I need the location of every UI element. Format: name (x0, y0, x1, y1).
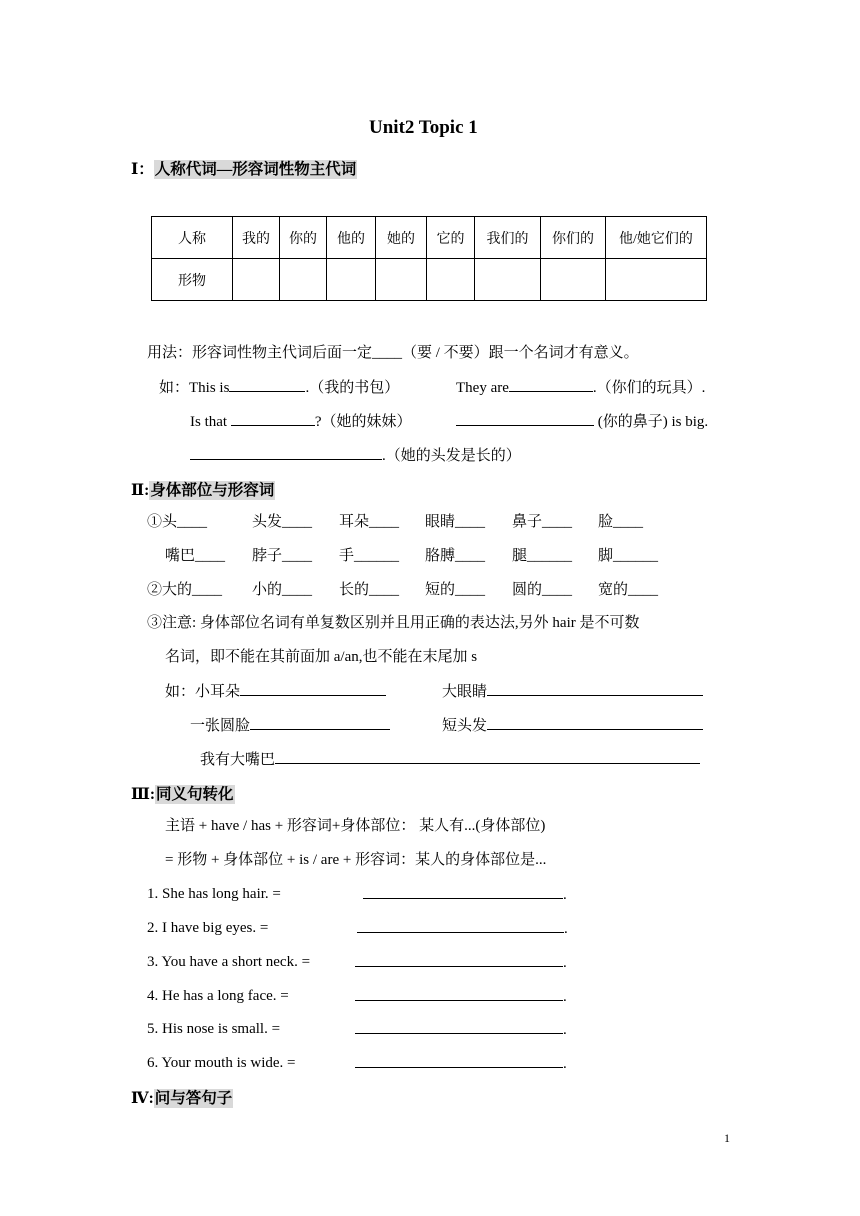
body-part-item: 手______ (339, 548, 400, 564)
section-3-title: 同义句转化 (156, 786, 234, 803)
body-part-item: 腿______ (512, 548, 573, 564)
adjective-item: 长的____ (339, 582, 400, 598)
body-part-item: 鼻子____ (512, 514, 573, 530)
adjective-item: 圆的____ (512, 582, 573, 598)
answer-blank[interactable] (487, 681, 703, 696)
note-line-2: 名词，即不能在其前面加 a/an,也不能在末尾加 s (165, 649, 478, 665)
period: . (563, 1056, 567, 1072)
note-line-1: ③注意: 身体部位名词有单复数区别并且用正确的表达法,另外 hair 是不可数 (147, 615, 640, 631)
table-cell: 她的 (376, 217, 427, 259)
exercise-item: 6. Your mouth is wide. = (147, 1055, 296, 1071)
exercise-item: 1. She has long hair. = (147, 886, 281, 902)
exercise-item: 3. You have a short neck. = (147, 954, 311, 970)
exercise-item: 5. His nose is small. = (147, 1021, 281, 1037)
section-4-heading (131, 1086, 233, 1108)
table-cell: 我们的 (475, 217, 541, 259)
body-part-item: 脸____ (598, 514, 644, 530)
answer-blank[interactable] (240, 681, 386, 696)
table-cell-empty[interactable] (233, 259, 280, 301)
answer-blank[interactable] (229, 377, 305, 392)
exercise-item: 2. I have big eyes. = (147, 920, 269, 936)
table-cell: 它的 (427, 217, 475, 259)
example-line-2b (456, 411, 708, 432)
example-line-1 (159, 377, 399, 398)
phrase-exercise (190, 715, 390, 736)
answer-blank[interactable] (355, 1053, 563, 1068)
section-2-number: Ⅱ: (131, 482, 150, 499)
table-cell: 形物 (152, 259, 233, 301)
answer-blank[interactable] (250, 715, 390, 730)
body-part-item: 脖子____ (252, 548, 313, 564)
body-part-item: 耳朵____ (339, 514, 400, 530)
section-1-number: Ⅰ： (131, 161, 154, 178)
answer-blank[interactable] (357, 918, 564, 933)
period: . (563, 955, 567, 971)
adjective-item: ②大的____ (147, 582, 223, 598)
table-row (152, 217, 707, 259)
table-cell-empty[interactable] (280, 259, 327, 301)
section-1-title: 人称代词—形容词性物主代词 (154, 161, 357, 178)
exercise-answer (357, 918, 568, 939)
section-1-heading (131, 157, 357, 179)
adjective-item: 短的____ (425, 582, 486, 598)
phrase-exercise (165, 681, 386, 702)
answer-blank[interactable] (275, 749, 700, 764)
phrase-exercise (442, 681, 703, 702)
body-part-item: 胳膊____ (425, 548, 486, 564)
example-text: .（她的头发是长的） (382, 448, 521, 464)
period: . (563, 887, 567, 903)
table-cell: 我的 (233, 217, 280, 259)
exercise-answer (355, 952, 567, 973)
body-part-item: 眼睛____ (425, 514, 486, 530)
answer-blank[interactable] (355, 986, 563, 1001)
section-4-title: 问与答句子 (154, 1090, 233, 1107)
period: . (563, 989, 567, 1005)
formula-line-2: = 形物 + 身体部位 + is / are + 形容词：某人的身体部位是... (165, 852, 547, 868)
example-text: ?（她的妹妹） (314, 414, 412, 430)
exercise-answer (355, 1019, 567, 1040)
example-text: (你的鼻子) is big. (597, 414, 709, 430)
exercise-item: 4. He has a long face. = (147, 988, 289, 1004)
body-part-item: 头发____ (252, 514, 313, 530)
body-part-item: ①头____ (147, 514, 208, 530)
phrase-label: 短头发 (442, 718, 488, 734)
table-cell: 他/她它们的 (606, 217, 707, 259)
body-part-item: 嘴巴____ (165, 548, 226, 564)
section-3-number: Ⅲ: (131, 786, 156, 803)
table-cell-empty[interactable] (376, 259, 427, 301)
section-2-title: 身体部位与形容词 (150, 482, 275, 499)
exercise-answer (355, 986, 567, 1007)
answer-blank[interactable] (456, 411, 594, 426)
example-text: .（我的书包） (305, 380, 400, 396)
answer-blank[interactable] (355, 952, 563, 967)
exercise-answer (355, 1053, 567, 1074)
exercise-answer (363, 884, 567, 905)
table-cell-empty[interactable] (475, 259, 541, 301)
period: . (564, 921, 568, 937)
pronoun-table (151, 216, 707, 301)
section-2-heading (131, 478, 275, 500)
table-cell: 你们的 (541, 217, 606, 259)
table-cell-empty[interactable] (541, 259, 606, 301)
page-number: 1 (724, 1131, 730, 1145)
example-text: Is that (190, 414, 228, 430)
phrase-label: 一张圆脸 (190, 718, 251, 734)
table-cell-empty[interactable] (606, 259, 707, 301)
example-text: They are (456, 380, 509, 396)
phrase-label: 如：小耳朵 (165, 684, 241, 700)
example-line-1b (456, 377, 705, 398)
answer-blank[interactable] (509, 377, 593, 392)
table-cell: 他的 (327, 217, 376, 259)
phrase-exercise (200, 749, 700, 770)
phrase-exercise (442, 715, 703, 736)
adjective-item: 小的____ (252, 582, 313, 598)
example-text: 如：This is (159, 380, 230, 396)
example-line-2 (190, 411, 412, 432)
period: . (563, 1022, 567, 1038)
table-cell-empty[interactable] (427, 259, 475, 301)
formula-line-1: 主语 + have / has + 形容词+身体部位： 某人有...(身体部位) (165, 818, 546, 834)
table-cell: 人称 (152, 217, 233, 259)
phrase-label: 大眼睛 (442, 684, 488, 700)
body-part-item: 脚______ (598, 548, 659, 564)
answer-blank[interactable] (355, 1019, 563, 1034)
usage-text: 用法：形容词性物主代词后面一定____（要 / 不要）跟一个名词才有意义。 (147, 345, 639, 361)
table-cell: 你的 (280, 217, 327, 259)
answer-blank[interactable] (363, 884, 563, 899)
example-line-3 (190, 445, 521, 466)
table-row (152, 259, 707, 301)
phrase-label: 我有大嘴巴 (200, 752, 276, 768)
section-3-heading (131, 782, 235, 804)
page-title: Unit2 Topic 1 (369, 117, 478, 138)
example-text: .（你们的玩具）. (592, 380, 706, 396)
answer-blank[interactable] (487, 715, 703, 730)
answer-blank[interactable] (231, 411, 315, 426)
answer-blank[interactable] (190, 445, 382, 460)
section-4-number: Ⅳ: (131, 1090, 154, 1107)
table-cell-empty[interactable] (327, 259, 376, 301)
adjective-item: 宽的____ (598, 582, 659, 598)
